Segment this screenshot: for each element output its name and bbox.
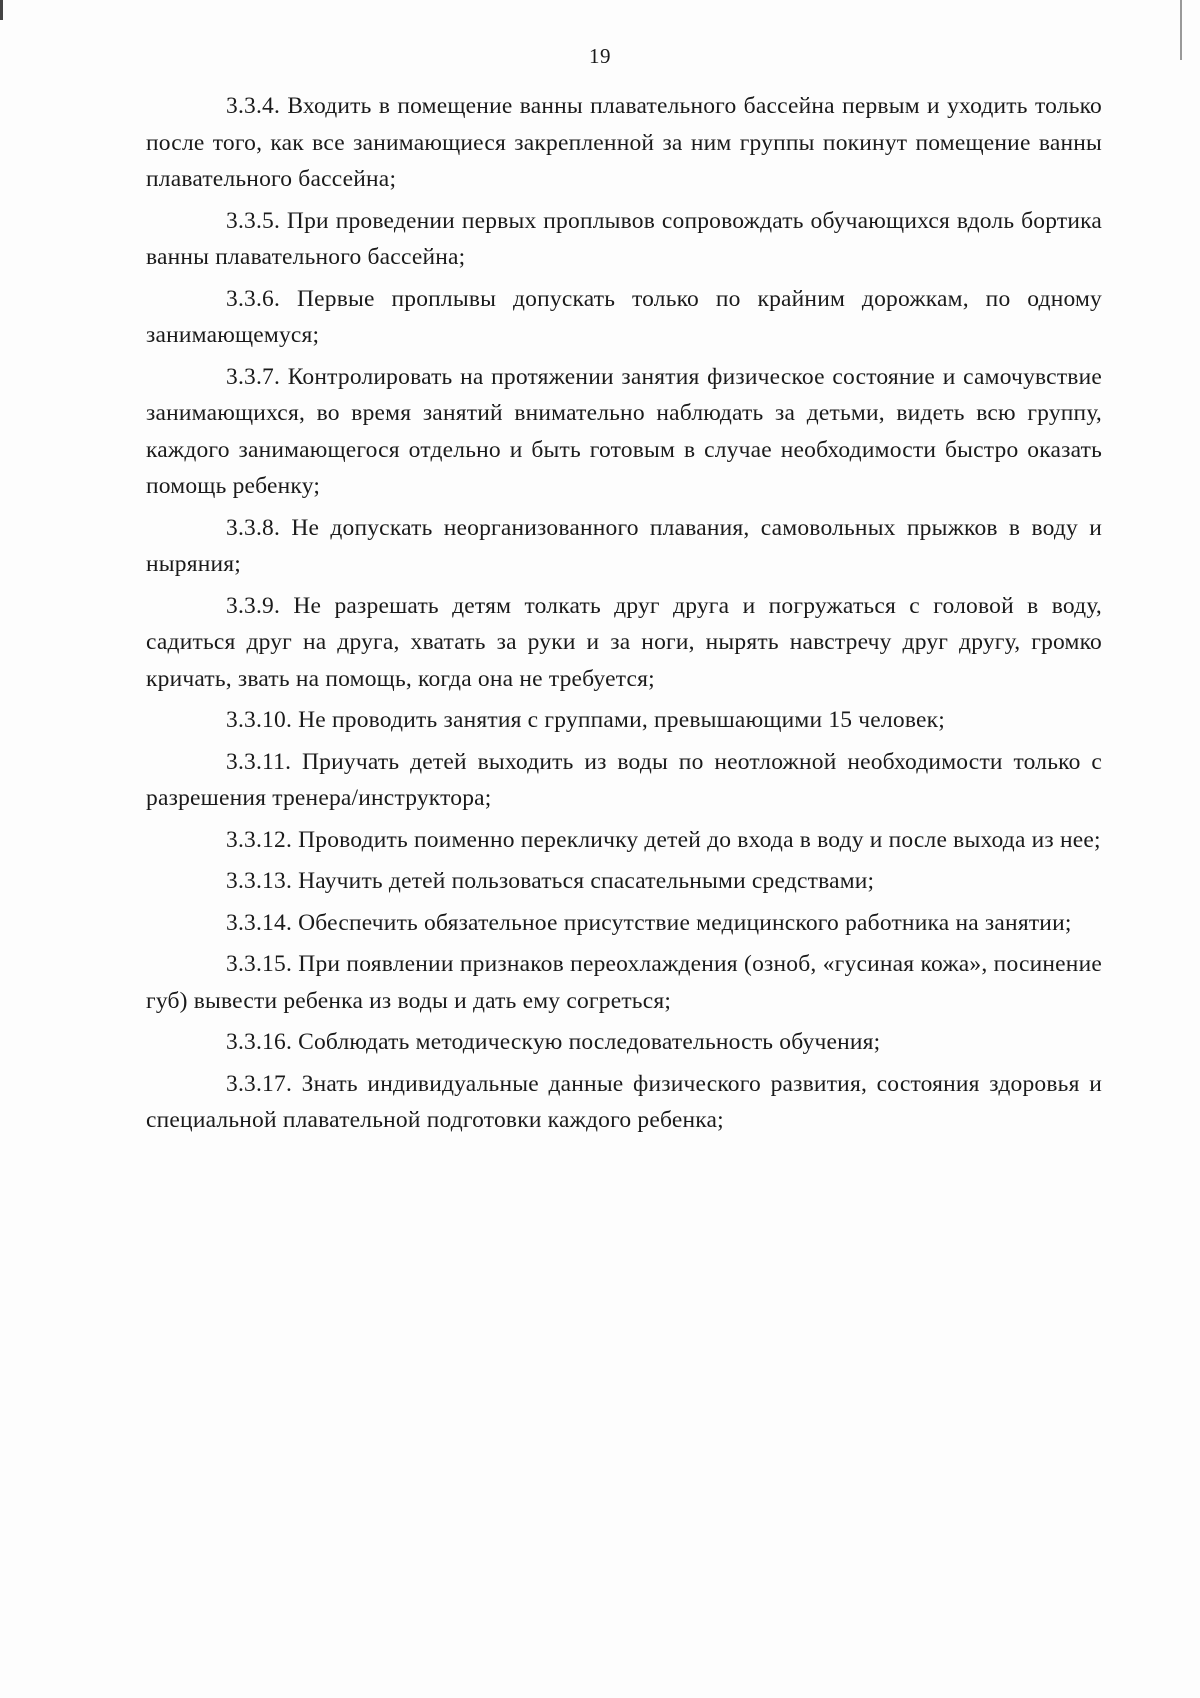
paragraph-3-3-14: 3.3.14. Обеспечить обязательное присутствие медицинского работника на занятии;: [226, 909, 1072, 936]
paragraph-3-3-8: 3.3.8. Не допускать неорганизованного плавания, самовольных прыжков в воду и ныряния;: [146, 514, 1102, 577]
document-body: [146, 88, 1102, 1144]
page-number: 19: [589, 44, 611, 68]
paragraph-3-3-4: 3.3.4. Входить в помещение ванны плавательного бассейна первым и уходить только после того, как все занимающиеся закрепленной за ним группы покинут помещение ванны плавательного бассейна;: [146, 93, 1102, 192]
scan-edge-mark: [0, 0, 3, 20]
paragraph-3-3-15: 3.3.15. При появлении признаков переохлаждения (озноб, «гусиная кожа», посинение губ) вывести ребенка из воды и дать ему согреться;: [146, 951, 1102, 1014]
paragraph-3-3-13: 3.3.13. Научить детей пользоваться спасательными средствами;: [226, 868, 875, 894]
paragraph-3-3-12: 3.3.12. Проводить поименно перекличку детей до входа в воду и после выхода из нее;: [226, 826, 1101, 853]
paragraph-3-3-9: 3.3.9. Не разрешать детям толкать друг друга и погружаться с головой в воду, садиться друг на друга, хватать за руки и за ноги, нырять навстречу друг другу, громко кричать, звать на помощь, когда она не требуется;: [146, 592, 1102, 692]
paragraph-3-3-7: 3.3.7. Контролировать на протяжении занятия физическое состояние и самочувствие занимающихся, во время занятий внимательно наблюдать за детьми, видеть всю группу, каждого занимающегося отдельно и быть готовым в случае необходимости быстро оказать помощь ребенку;: [146, 363, 1102, 499]
paragraph-3-3-11: 3.3.11. Приучать детей выходить из воды по неотложной необходимости только с разрешения тренера/инструктора;: [146, 748, 1102, 811]
paragraph-3-3-16: 3.3.16. Соблюдать методическую последовательность обучения;: [226, 1029, 881, 1055]
paragraph-3-3-17: 3.3.17. Знать индивидуальные данные физического развития, состояния здоровья и специальной плавательной подготовки каждого ребенка;: [146, 1070, 1102, 1133]
paragraph-3-3-5: 3.3.5. При проведении первых проплывов сопровождать обучающихся вдоль бортика ванны плавательного бассейна;: [146, 207, 1102, 270]
paragraph-3-3-6: 3.3.6. Первые проплывы допускать только по крайним дорожкам, по одному занимающемуся;: [146, 285, 1102, 348]
paragraph-3-3-10: 3.3.10. Не проводить занятия с группами, превышающими 15 человек;: [226, 707, 945, 733]
